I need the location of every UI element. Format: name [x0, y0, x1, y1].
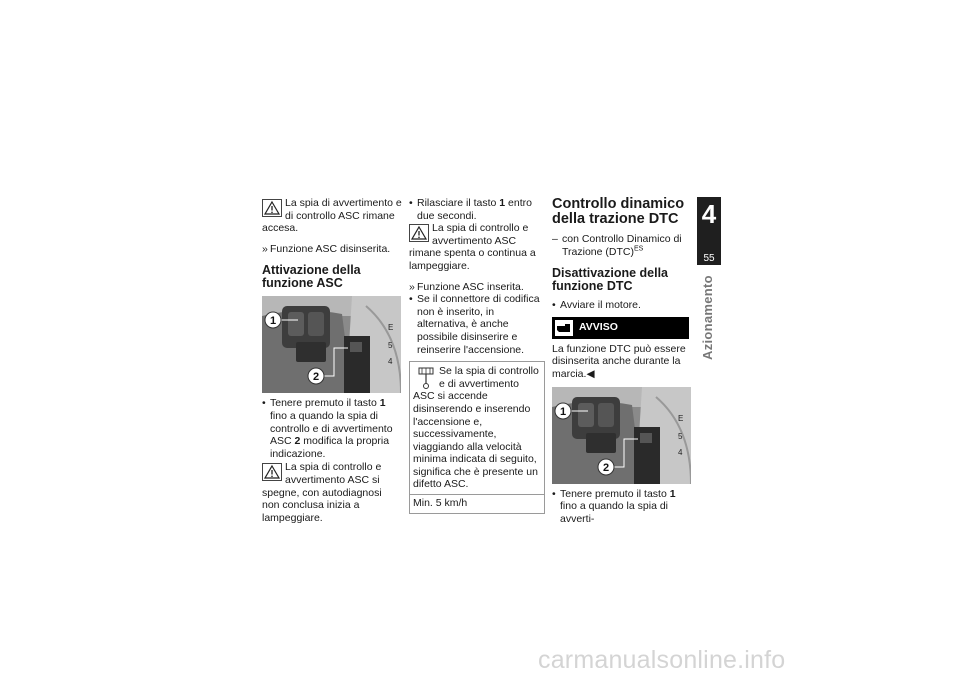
section-heading-dtc: Controllo dinamico della trazione DTC — [552, 196, 685, 227]
column-1 — [262, 197, 402, 524]
warning-triangle-icon — [262, 463, 282, 481]
warning-text: La spia di avvertimento e di controllo ASC rimane accesa. — [262, 197, 402, 235]
step-text: fino a quando la spia di controllo e di avvertimento ASC — [270, 409, 393, 448]
step-ignition: • Se il connettore di codifica non è inserito, in alternativa, è anche possibile disinserire e reinserire l'accensione. — [409, 293, 545, 356]
equipment-text: con Controllo Dinamico di Trazione (DTC) — [562, 233, 682, 258]
section-heading-asc: Attivazione della funzione ASC — [262, 263, 361, 291]
chapter-number: 4 — [701, 199, 717, 229]
step-text: Rilasciare il tasto — [417, 197, 500, 209]
warning-note-1 — [262, 197, 402, 235]
step-text: fino a quando la spia di avverti- — [560, 500, 668, 525]
step-release-button — [409, 197, 545, 222]
warning-text: La spia di controllo e avvertimento ASC si spegne, con autodiagnosi non conclusa inizia a lampeggiare. — [262, 461, 382, 524]
equipment-code: ES — [633, 245, 644, 253]
svg-text:5: 5 — [678, 431, 683, 441]
chapter-tab — [697, 197, 721, 265]
svg-text:E: E — [388, 323, 394, 333]
step-hold-button — [552, 488, 689, 526]
notice-hand-icon — [555, 320, 573, 336]
result-text: » Funzione ASC inserita. — [409, 281, 545, 294]
svg-text:1 — [560, 406, 566, 418]
warning-note-3 — [409, 222, 545, 272]
warning-text: La spia di controllo e avvertimento ASC rimane spenta o continua a lampeggiare. — [409, 222, 536, 272]
result-text: » Funzione ASC disinserita. — [262, 243, 402, 256]
tip-icon — [416, 366, 436, 390]
warning-triangle-icon — [262, 199, 282, 217]
step-text: Tenere premuto il tasto — [560, 487, 670, 500]
step-text: Tenere premuto il tasto — [270, 397, 380, 410]
notice-text — [552, 343, 689, 381]
svg-text:1 — [270, 315, 276, 327]
svg-text:4: 4 — [678, 447, 683, 457]
handlebar-photo — [552, 387, 691, 484]
equipment-note — [552, 233, 689, 258]
step-start-engine: • Avviare il motore. — [552, 299, 689, 312]
ref-number: 2 — [294, 435, 301, 448]
photo-label-1: 1 — [269, 315, 277, 328]
column-3 — [552, 197, 689, 525]
photo-label-2: 2 — [312, 371, 320, 384]
section-side-label: Azionamento — [700, 275, 715, 360]
warning-note-2 — [262, 461, 402, 524]
ref-number: 1 — [499, 197, 506, 209]
tip-box — [409, 361, 545, 514]
svg-text:2 — [603, 462, 609, 474]
notice-label: AVVISO — [579, 321, 618, 334]
page-number: 55 — [703, 253, 715, 264]
warning-triangle-icon — [409, 224, 429, 242]
svg-text:E: E — [678, 413, 684, 423]
photo-label-1: 1 — [559, 405, 567, 418]
tip-text: Se la spia di controllo e di avvertimento ASC si accende disinserendo e inserendo l'accensione e, successivamente, viaggiando alla velocità minima indicata di seguito, significa che è presente un difetto ASC. — [413, 365, 539, 491]
subheading-disable-dtc: Disattivazione della funzione DTC — [552, 266, 669, 294]
handlebar-photo — [262, 296, 401, 393]
step-text: modifica la propria indicazione. — [270, 435, 390, 460]
svg-text:4: 4 — [388, 357, 393, 367]
step-text: entro due secondi. — [417, 197, 532, 222]
watermark: carmanualsonline.info — [538, 646, 786, 674]
ref-number: 1 — [669, 487, 676, 500]
notice-body: La funzione DTC può essere disinserita anche durante la marcia. — [552, 342, 686, 380]
notice-banner — [552, 317, 689, 339]
svg-text:5: 5 — [388, 341, 393, 351]
tip-footer: Min. 5 km/h — [410, 494, 544, 513]
step-hold-button — [262, 397, 402, 460]
column-2 — [409, 197, 545, 514]
svg-text:2 — [313, 371, 319, 383]
ref-number: 1 — [379, 397, 386, 410]
photo-label-2: 2 — [602, 461, 610, 474]
end-marker: ◀ — [586, 367, 595, 380]
